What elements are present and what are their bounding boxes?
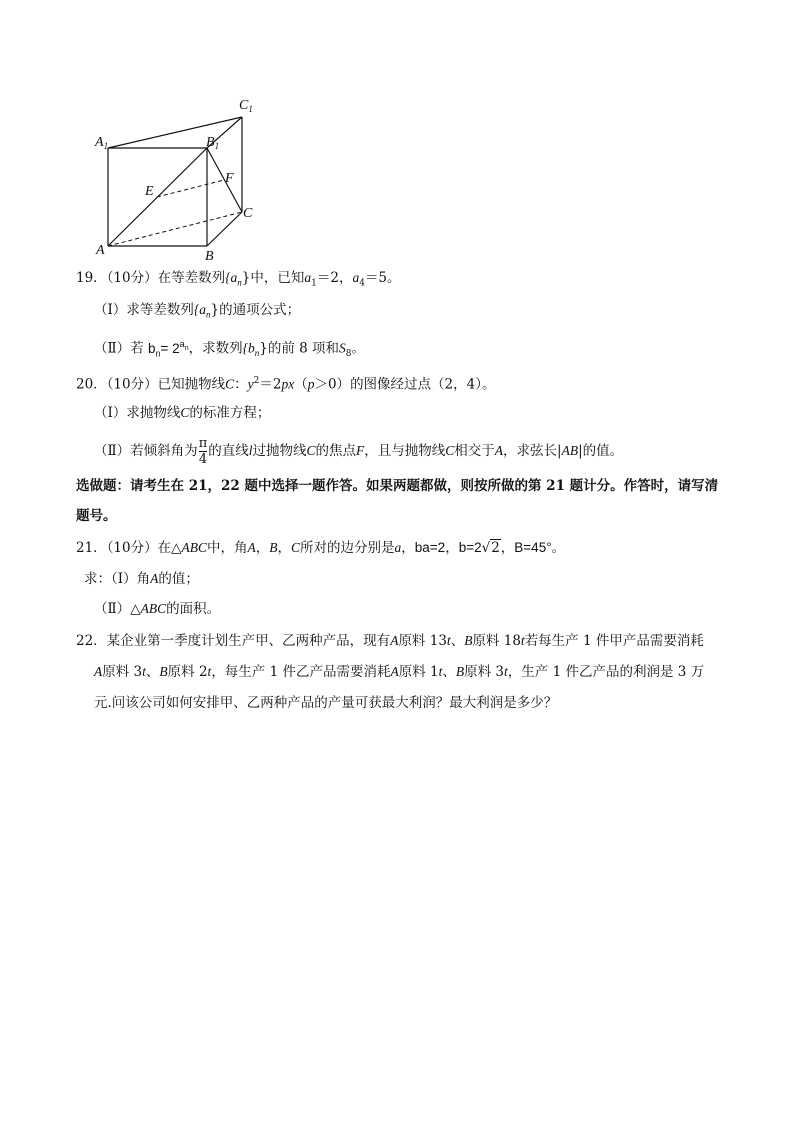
label-a1: $A_1$ — [95, 135, 109, 151]
q20-part2: （Ⅱ）若倾斜角为 $\frac{\pi}{4}$ 的直线l过抛物线C的焦点F，且与抛物线C相交于A，求弦长|AB|的值。 — [94, 436, 624, 467]
q20-part1: （Ⅰ）求抛物线C的标准方程； — [94, 405, 271, 421]
q20-stem: 20．（10分）已知抛物线C：$y^2=2px(p>0)$的图像经过点（2，4）。 — [76, 376, 496, 393]
elective-note-line1: 选做题：请考生在 21，22 题中选择一题作答。如果两题都做，则按所做的第 21 题计分。作答时，请写清 — [76, 478, 719, 494]
q22-line2: A原料 3t、B原料 2t，每生产 1 件乙产品需要消耗A原料 1t、B原料 3t，生产 1 件乙产品的利润是 3 万 — [94, 664, 705, 680]
label-c1: $C_1$ — [239, 98, 253, 114]
q22-line1: 22．某企业第一季度计划生产甲、乙两种产品，现有A原料 13t、B原料 18t若每生产 1 件甲产品需要消耗 — [76, 633, 704, 649]
q19-part1: （Ⅰ）求等差数列$\{a_n\}$的通项公式； — [94, 302, 301, 320]
q21-part2: （Ⅱ）△ABC的面积。 — [94, 601, 221, 617]
q21-stem: 21．（10分）在△ABC中，角A，B，C所对的边分别是a，ba=2，b=2√2，B=45°。 — [76, 540, 566, 556]
edge-b-c — [207, 212, 242, 246]
q22-line3: 元.问该公司如何安排甲、乙两种产品的产量可获最大利润？最大利润是多少？ — [94, 695, 558, 711]
edge-a1-c1 — [108, 117, 242, 148]
fraction-pi-over-4: $\frac{\pi}{4}$ — [198, 436, 208, 467]
label-c: C — [243, 206, 253, 221]
formula-bn: $b_n= 2^{a_n}$ — [147, 339, 189, 359]
label-a: A — [96, 243, 105, 258]
label-f: F — [225, 171, 234, 186]
label-b1: $B_1$ — [206, 135, 220, 151]
prism-figure — [90, 90, 270, 265]
label-b: B — [205, 249, 214, 264]
edge-a-c-hidden — [108, 212, 242, 246]
segment-e-f-hidden — [157, 180, 224, 197]
q19-stem: 19．（10分）在等差数列$\{a_n\}$中，已知$a_1=2$，$a_4=5$。 — [76, 270, 401, 289]
q21-part1: 求：（Ⅰ）角A的值； — [84, 571, 199, 587]
sqrt-2: √2 — [481, 540, 500, 556]
q19-part2: （Ⅱ）若 $b_n= 2^{a_n}$，求数列$\{b_n\}$的前 8 项和$S_8$。 — [94, 339, 365, 360]
label-e: E — [145, 184, 154, 199]
elective-note-line2: 题号。 — [76, 508, 117, 524]
